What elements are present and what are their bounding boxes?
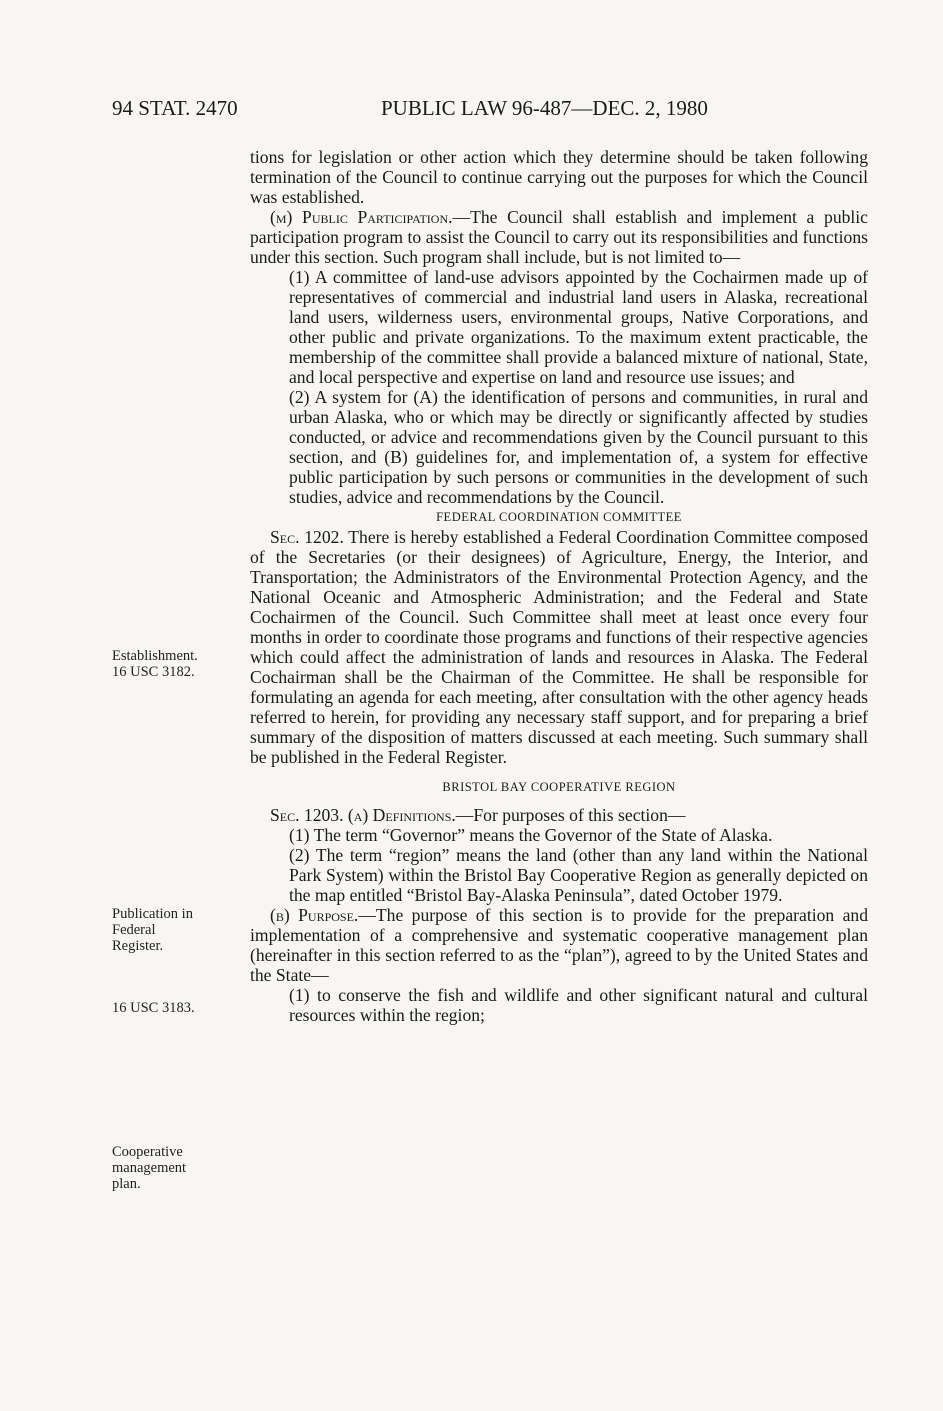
subsection-label: (b) Purpose. — [270, 905, 359, 925]
margin-note-line: Publication in — [112, 906, 193, 922]
margin-note-cooperative — [112, 1144, 186, 1192]
section-heading-bristol-bay: BRISTOL BAY COOPERATIVE REGION — [442, 780, 676, 794]
margin-note-line: Establishment. — [112, 648, 198, 664]
statute-page-number: 94 STAT. 2470 — [112, 96, 238, 120]
paragraph-m2: (2) A system for (A) the identification of persons and communities, in rural and urban Alaska, who or which may be directly or significantly affected by studies conducted, or advice and recommendations given by the Council pursuant to this section, and (B) guidelines for, and implementation of, a system for effective public participation by such persons or communities in the development of such studies, advice and recommendations by the Council. — [289, 387, 868, 507]
section-label: Sec. 1203. (a) Definitions. — [270, 805, 456, 825]
paragraph-a2: (2) The term “region” means the land (other than any land within the National Park System) within the Bristol Bay Cooperative Region as generally depicted on the map entitled “Bristol Bay-Alaska Peninsula”, dated October 1979. — [289, 845, 868, 905]
margin-note-line: Register. — [112, 938, 164, 954]
margin-note-usc-3183 — [112, 1000, 195, 1016]
margin-note-line: management — [112, 1160, 187, 1176]
section-1203 — [250, 805, 868, 825]
paragraph-continuation: tions for legislation or other action which they determine should be taken following termination of the Council to continue carrying out the purposes for which the Council was established. — [250, 147, 868, 207]
public-law-title: PUBLIC LAW 96-487—DEC. 2, 1980 — [381, 96, 708, 120]
margin-note-line: plan. — [112, 1176, 141, 1192]
paragraph-m — [250, 207, 868, 267]
paragraph-a1: (1) The term “Governor” means the Governor of the State of Alaska. — [289, 825, 773, 845]
subsection-label: (m) Public Participation. — [270, 207, 453, 227]
margin-note-line: Federal — [112, 922, 156, 938]
paragraph-b1: (1) to conserve the fish and wildlife and other significant natural and cultural resources within the region; — [289, 985, 868, 1025]
section-heading-federal-coordination: FEDERAL COORDINATION COMMITTEE — [436, 510, 682, 524]
paragraph-m1: (1) A committee of land-use advisors appointed by the Cochairmen made up of representatives of commercial and industrial land users in Alaska, recreational land users, wilderness users, environmental groups, Native Corporations, and other public and private organizations. To the maximum extent practicable, the membership of the committee shall provide a balanced mixture of national, State, and local perspective and expertise on land and resource use issues; and — [289, 267, 868, 387]
main-text — [250, 147, 868, 1025]
margin-note-publication — [112, 906, 193, 954]
paragraph-text: —The purpose of this section is to provide for the preparation and implementation of a comprehensive and systematic cooperative management plan (hereinafter in this section referred to as the “plan”), agreed to by the United States and the State— — [250, 905, 868, 985]
section-label: Sec. 1202. — [270, 527, 344, 547]
margin-note-line: 16 USC 3183. — [112, 1000, 195, 1016]
paragraph-b — [250, 905, 868, 985]
page-header — [0, 96, 943, 126]
section-1202 — [250, 527, 868, 767]
margin-note-line: 16 USC 3182. — [112, 664, 195, 680]
paragraph-text: —The Council shall establish and implement a public participation program to assist the Council to carry out its responsibilities and functions under this section. Such program shall include, but is not limited to— — [250, 207, 868, 267]
margin-note-line: Cooperative — [112, 1144, 183, 1160]
margin-note-establishment — [112, 648, 198, 680]
paragraph-text: There is hereby established a Federal Coordination Committee composed of the Secretaries (or their designees) of Agriculture, Energy, the Interior, and Transportation; the Administrators of the Environmental Protection Agency, and the National Oceanic and Atmospheric Administration; and the Federal and State Cochairmen of the Council. Such Committee shall meet at least once every four months in order to coordinate those programs and functions of their respective agencies which could affect the administration of lands and resources in Alaska. The Federal Cochairman shall be the Chairman of the Committee. He shall be responsible for formulating an agenda for each meeting, after consultation with the other agency heads referred to herein, for providing any necessary staff support, and for preparing a brief summary of the disposition of matters discussed at each meeting. Such summary shall be published in the Federal Register. — [250, 527, 868, 767]
paragraph-text: —For purposes of this section— — [455, 805, 686, 825]
